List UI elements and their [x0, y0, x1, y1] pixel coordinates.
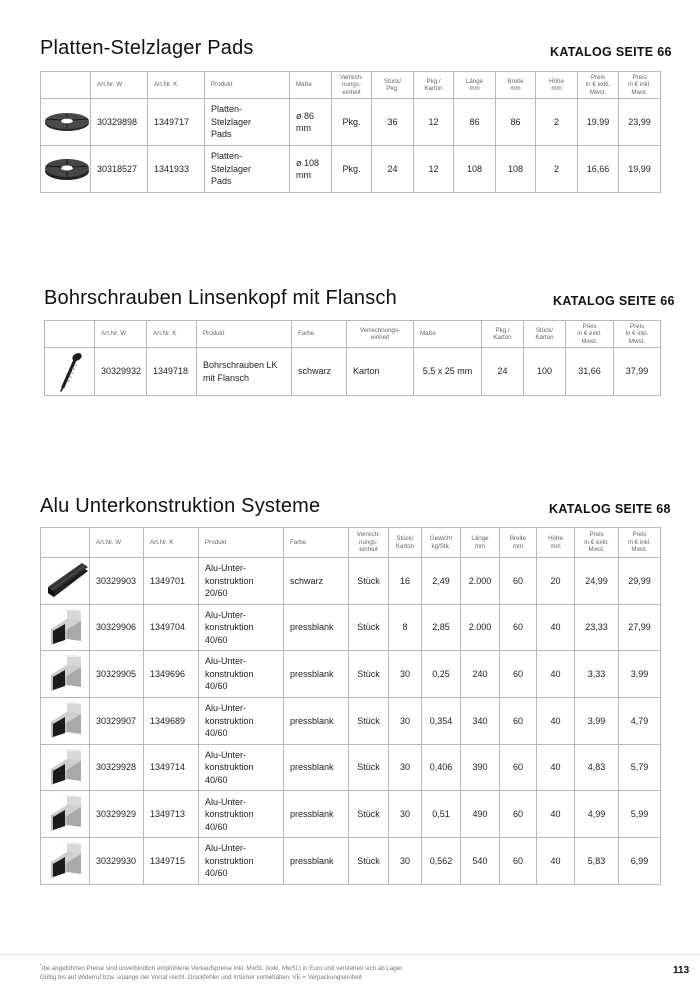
cell-preis-inkl: 27,99 — [619, 604, 661, 651]
cell-gewicht: 0,562 — [422, 838, 461, 885]
cell-gewicht: 0,354 — [422, 698, 461, 745]
cell-art-k: 1349713 — [144, 791, 199, 838]
cell-hoehe: 2 — [536, 146, 578, 193]
header-pkg-karton: Pkg./ Karton — [482, 321, 524, 348]
cell-einheit: Stück — [349, 604, 389, 651]
header-verrechnungseinheit: Verrech- nungs- einheit — [332, 72, 372, 99]
cell-farbe: pressblank — [284, 604, 349, 651]
cell-produkt: Alu-Unter- konstruktion 40/60 — [199, 838, 284, 885]
cell-hoehe: 40 — [537, 651, 575, 698]
silver-alu-profile-icon — [45, 842, 85, 880]
cell-pkg-karton: 24 — [482, 348, 524, 396]
header-art-k: Art.Nr. K — [148, 72, 205, 99]
cell-breite: 60 — [500, 698, 537, 745]
cell-produkt: Alu-Unter- konstruktion 40/60 — [199, 604, 284, 651]
cell-preis-exkl: 16,66 — [578, 146, 619, 193]
cell-art-k: 1349696 — [144, 651, 199, 698]
product-image-cell — [41, 744, 90, 791]
cell-farbe: schwarz — [292, 348, 347, 396]
cell-stueck-karton: 30 — [389, 744, 422, 791]
header-farbe: Farbe — [292, 321, 347, 348]
cell-breite: 60 — [500, 744, 537, 791]
cell-preis-exkl: 4,83 — [575, 744, 619, 791]
header-preis-exkl: Preis in € exkl. Mwst. — [566, 321, 614, 348]
section-title-alu: Alu Unterkonstruktion Systeme — [40, 495, 321, 517]
cell-stueck-karton: 16 — [389, 558, 422, 605]
product-image-cell — [41, 651, 90, 698]
header-hoehe: Höhe mm — [537, 528, 575, 558]
cell-preis-exkl: 3,33 — [575, 651, 619, 698]
table-row — [41, 604, 661, 651]
cell-produkt: Alu-Unter- konstruktion 40/60 — [199, 698, 284, 745]
table-row — [41, 99, 661, 146]
product-image-cell — [45, 348, 95, 396]
cell-hoehe: 40 — [537, 698, 575, 745]
cell-gewicht: 0,51 — [422, 791, 461, 838]
header-preis-exkl: Preis in € exkl. Mwst. — [578, 72, 619, 99]
cell-art-k: 1349714 — [144, 744, 199, 791]
footnote-marker: * — [40, 963, 42, 968]
cell-art-w: 30318527 — [91, 146, 148, 193]
cell-art-w: 30329907 — [90, 698, 144, 745]
cell-breite: 60 — [500, 558, 537, 605]
header-art-w: Art.Nr. W — [91, 72, 148, 99]
cell-laenge: 490 — [461, 791, 500, 838]
header-breite: Breite mm — [500, 528, 537, 558]
cell-pkg-karton: 12 — [414, 146, 454, 193]
cell-breite: 86 — [496, 99, 536, 146]
cell-produkt: Alu-Unter- konstruktion 20/60 — [199, 558, 284, 605]
cell-stueck-karton: 30 — [389, 698, 422, 745]
cell-masse: 5,5 x 25 mm — [414, 348, 482, 396]
table-row — [41, 791, 661, 838]
cell-masse: ø 108 mm — [290, 146, 332, 193]
cell-hoehe: 40 — [537, 744, 575, 791]
cell-farbe: schwarz — [284, 558, 349, 605]
round-pad-icon — [44, 110, 90, 134]
catalog-ref-screws: KATALOG SEITE 66 — [553, 294, 675, 308]
product-image-cell — [41, 838, 90, 885]
header-preis-inkl: Preis in € inkl. Mwst. — [614, 321, 661, 348]
table-row — [41, 838, 661, 885]
cell-preis-exkl: 23,33 — [575, 604, 619, 651]
cell-preis-inkl: 37,99 — [614, 348, 661, 396]
cell-breite: 108 — [496, 146, 536, 193]
header-art-k: Art.Nr. K — [144, 528, 199, 558]
cell-laenge: 340 — [461, 698, 500, 745]
header-stueck-karton: Stück/ Karton — [389, 528, 422, 558]
header-image — [41, 72, 91, 99]
cell-preis-inkl: 5,79 — [619, 744, 661, 791]
header-laenge: Länge mm — [461, 528, 500, 558]
page-number: 113 — [673, 965, 690, 976]
footer-divider — [0, 954, 700, 955]
header-masse: Maße — [414, 321, 482, 348]
product-image-cell — [41, 99, 91, 146]
silver-alu-profile-icon — [45, 655, 85, 693]
table-row — [41, 651, 661, 698]
catalog-ref-pads: KATALOG SEITE 66 — [550, 45, 672, 59]
catalog-ref-alu: KATALOG SEITE 68 — [549, 502, 671, 516]
cell-gewicht: 0,406 — [422, 744, 461, 791]
header-art-k: Art.Nr. K — [147, 321, 197, 348]
cell-art-w: 30329898 — [91, 99, 148, 146]
cell-laenge: 240 — [461, 651, 500, 698]
cell-produkt: Alu-Unter- konstruktion 40/60 — [199, 744, 284, 791]
cell-preis-exkl: 5,83 — [575, 838, 619, 885]
cell-farbe: pressblank — [284, 651, 349, 698]
header-laenge: Länge mm — [454, 72, 496, 99]
product-image-cell — [41, 146, 91, 193]
footnote-line-1: die angeführten Preise sind unverbindlich empfohlene Verkaufspreise inkl. MwSt. (exkl. MwSt.) in Euro und verstehen sich ab Lager. — [41, 965, 404, 973]
cell-einheit: Stück — [349, 838, 389, 885]
cell-hoehe: 2 — [536, 99, 578, 146]
cell-produkt: Platten- Stelzlager Pads — [205, 146, 290, 193]
round-pad-icon — [44, 156, 90, 182]
cell-pkg-karton: 12 — [414, 99, 454, 146]
header-farbe: Farbe — [284, 528, 349, 558]
cell-preis-exkl: 24,99 — [575, 558, 619, 605]
header-masse: Maße — [290, 72, 332, 99]
cell-produkt: Alu-Unter- konstruktion 40/60 — [199, 791, 284, 838]
header-art-w: Art.Nr. W — [95, 321, 147, 348]
cell-stueck-karton: 30 — [389, 651, 422, 698]
cell-stueck-karton: 100 — [524, 348, 566, 396]
table-row — [45, 348, 661, 396]
cell-art-w: 30329905 — [90, 651, 144, 698]
header-preis-inkl: Preis in € inkl. Mwst. — [619, 72, 661, 99]
cell-art-w: 30329932 — [95, 348, 147, 396]
table-row — [41, 698, 661, 745]
table-row — [41, 146, 661, 193]
cell-laenge: 2.000 — [461, 558, 500, 605]
cell-produkt: Platten- Stelzlager Pads — [205, 99, 290, 146]
cell-art-k: 1349689 — [144, 698, 199, 745]
cell-art-k: 1349701 — [144, 558, 199, 605]
cell-breite: 60 — [500, 604, 537, 651]
cell-preis-exkl: 31,66 — [566, 348, 614, 396]
cell-einheit: Stück — [349, 791, 389, 838]
cell-breite: 60 — [500, 791, 537, 838]
silver-alu-profile-icon — [45, 795, 85, 833]
header-gewicht: Gewicht kg/Stk. — [422, 528, 461, 558]
cell-art-w: 30329903 — [90, 558, 144, 605]
cell-gewicht: 2,49 — [422, 558, 461, 605]
cell-preis-exkl: 19,99 — [578, 99, 619, 146]
header-produkt: Produkt — [199, 528, 284, 558]
header-preis-inkl: Preis in € inkl. Mwst. — [619, 528, 661, 558]
cell-preis-inkl: 3,99 — [619, 651, 661, 698]
black-alu-profile-icon — [44, 563, 90, 599]
cell-art-k: 1349718 — [147, 348, 197, 396]
header-breite: Breite mm — [496, 72, 536, 99]
table-row — [41, 744, 661, 791]
cell-stueck-karton: 30 — [389, 791, 422, 838]
cell-preis-exkl: 3,99 — [575, 698, 619, 745]
cell-laenge: 108 — [454, 146, 496, 193]
header-image — [41, 528, 90, 558]
silver-alu-profile-icon — [45, 702, 85, 740]
cell-art-w: 30329929 — [90, 791, 144, 838]
cell-art-w: 30329906 — [90, 604, 144, 651]
cell-farbe: pressblank — [284, 744, 349, 791]
header-art-w: Art.Nr. W — [90, 528, 144, 558]
silver-alu-profile-icon — [45, 749, 85, 787]
cell-art-k: 1349717 — [148, 99, 205, 146]
cell-laenge: 2.000 — [461, 604, 500, 651]
header-stueck-karton: Stück/ Karton — [524, 321, 566, 348]
cell-einheit: Stück — [349, 558, 389, 605]
cell-laenge: 540 — [461, 838, 500, 885]
cell-preis-inkl: 6,99 — [619, 838, 661, 885]
cell-breite: 60 — [500, 838, 537, 885]
cell-hoehe: 20 — [537, 558, 575, 605]
screw-icon — [55, 351, 85, 393]
header-pkg-karton: Pkg./ Karton — [414, 72, 454, 99]
cell-art-w: 30329930 — [90, 838, 144, 885]
cell-hoehe: 40 — [537, 838, 575, 885]
screws-table — [44, 320, 661, 396]
cell-preis-inkl: 23,99 — [619, 99, 661, 146]
header-image — [45, 321, 95, 348]
header-stueck-pkg: Stück/ Pkg. — [372, 72, 414, 99]
cell-stueck-karton: 30 — [389, 838, 422, 885]
footnote — [40, 962, 600, 982]
product-image-cell — [41, 791, 90, 838]
footnote-line-2: Gültig bis auf Widerruf bzw. solange der Vorrat reicht. Druckfehler und Irrtümer vorbehalten. VE = Verpackungseinheit — [40, 973, 362, 981]
section-title-pads: Platten-Stelzlager Pads — [40, 37, 254, 59]
cell-produkt: Bohrschrauben LK mit Flansch — [197, 348, 292, 396]
cell-masse: ø 86 mm — [290, 99, 332, 146]
pads-table — [40, 71, 661, 193]
cell-einheit: Stück — [349, 744, 389, 791]
alu-table — [40, 527, 661, 885]
cell-preis-inkl: 5,99 — [619, 791, 661, 838]
header-produkt: Produkt — [205, 72, 290, 99]
cell-breite: 60 — [500, 651, 537, 698]
table-row — [41, 558, 661, 605]
cell-art-k: 1341933 — [148, 146, 205, 193]
cell-preis-exkl: 4,99 — [575, 791, 619, 838]
cell-stueck-karton: 8 — [389, 604, 422, 651]
cell-hoehe: 40 — [537, 604, 575, 651]
cell-gewicht: 0,25 — [422, 651, 461, 698]
header-hoehe: Höhe mm — [536, 72, 578, 99]
silver-alu-profile-icon — [45, 609, 85, 647]
cell-laenge: 390 — [461, 744, 500, 791]
cell-produkt: Alu-Unter- konstruktion 40/60 — [199, 651, 284, 698]
cell-farbe: pressblank — [284, 698, 349, 745]
header-verrechnungseinheit: Verrechnungs- einheit — [347, 321, 414, 348]
product-image-cell — [41, 604, 90, 651]
cell-hoehe: 40 — [537, 791, 575, 838]
cell-art-k: 1349715 — [144, 838, 199, 885]
cell-farbe: pressblank — [284, 838, 349, 885]
cell-einheit: Stück — [349, 698, 389, 745]
cell-einheit: Karton — [347, 348, 414, 396]
header-produkt: Produkt — [197, 321, 292, 348]
cell-preis-inkl: 29,99 — [619, 558, 661, 605]
cell-gewicht: 2,85 — [422, 604, 461, 651]
cell-preis-inkl: 4,79 — [619, 698, 661, 745]
header-preis-exkl: Preis in € exkl. Mwst. — [575, 528, 619, 558]
cell-laenge: 86 — [454, 99, 496, 146]
product-image-cell — [41, 558, 90, 605]
cell-einheit: Stück — [349, 651, 389, 698]
cell-art-w: 30329928 — [90, 744, 144, 791]
cell-art-k: 1349704 — [144, 604, 199, 651]
product-image-cell — [41, 698, 90, 745]
header-verrechnungseinheit: Verrech- nungs- einheit — [349, 528, 389, 558]
cell-stueck-pkg: 36 — [372, 99, 414, 146]
cell-farbe: pressblank — [284, 791, 349, 838]
cell-einheit: Pkg. — [332, 146, 372, 193]
cell-preis-inkl: 19,99 — [619, 146, 661, 193]
cell-stueck-pkg: 24 — [372, 146, 414, 193]
section-title-screws: Bohrschrauben Linsenkopf mit Flansch — [44, 287, 397, 309]
cell-einheit: Pkg. — [332, 99, 372, 146]
